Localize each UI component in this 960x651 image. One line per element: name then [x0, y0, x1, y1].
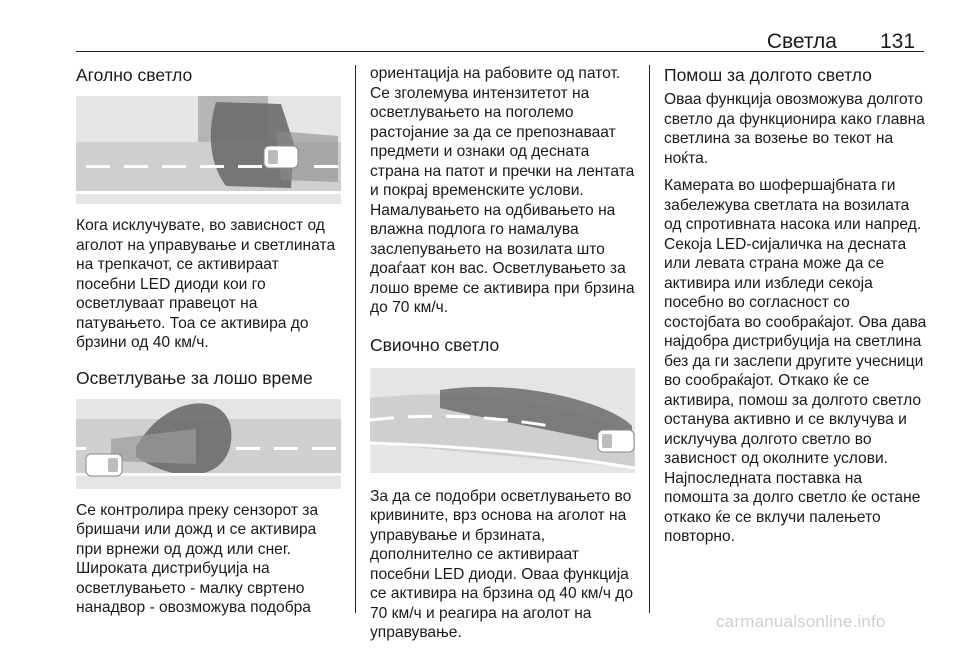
- figure-bad-weather-light: [76, 399, 341, 489]
- paragraph-curve-light: За да се подобри осветлувањето во кривините, врз основа на аголот на управување и брзината, дополнително се активираат посебни LED диоди. Оваа функција се активира на брзина од 40 км/ч до 70 км/ч и реагира на аголот на управување.: [370, 487, 634, 641]
- column-divider-2: [649, 65, 650, 613]
- heading-bad-weather-light: Осветлување за лошо време: [76, 367, 313, 388]
- page-number: 131: [880, 30, 916, 53]
- paragraph-high-beam-intro: Оваа функција овозможува долгото светло да функционира како главна светлина за возење во текот на ноќта.: [664, 91, 925, 167]
- paragraph-high-beam-details: Камерата во шофершајбната ги забележува светлата на возилата од спротивната насока или напред. Секоја LED-сијаличка на десната или левата страна може да се активира или избледи секоја посебно во согласност со состојбата во сообраќајот. Ова дава најдобра дистрибуција на светлина без да ги заслепи другите учесници во сообраќајот. Откако ќе се активира, помош за долгото светло останува активно и се вклучува и исклучува долгото светло во зависност од околните услови. Најпоследната поставка на помошта за долго светло ќе остане откако ќе се вклучи палењето повторно.: [664, 177, 927, 545]
- column-3: [664, 64, 928, 555]
- figure-cornering-light: [76, 96, 341, 204]
- heading-cornering-light: Аголно светло: [76, 65, 193, 85]
- paragraph-bad-weather-light: Се контролира преку сензорот за бришачи или дожд и се активира при врнежи од дожд или снег. Широката дистрибуција на осветлувањето - малку свртено нанадвор - овозможува подобра: [76, 501, 319, 616]
- running-header-title: Светла: [766, 30, 837, 53]
- paragraph-cornering-light: Кога исклучувате, во зависност од аголот на управување и светлината на трепкачот, се активираат посебни LED диоди кои го осветлуваат правецот на патувањето. Тоа се активира до брзини од 40 км/ч.: [76, 217, 336, 351]
- heading-curve-light: Свиочно светло: [370, 334, 500, 355]
- paragraph-bad-weather-continued: ориентација на рабовите од патот. Се зголемува интензитетот на осветлувањето на поголемо растојание за да се препознаваат предмети и ознаки од десната страна на патот и пречки на лентата и покрај временските услови. Намалувањето на одбивањето на влажна подлога го намалува заслепувањето на возилата што доаѓаат кон вас. Осветлувањето за лошо време се активира при брзина до 70 км/ч.: [370, 65, 635, 316]
- column-divider-1: [355, 65, 356, 613]
- column-2: [370, 64, 635, 651]
- column-1: [76, 64, 341, 626]
- figure-curve-light: [370, 368, 635, 473]
- header-rule: [76, 51, 924, 52]
- watermark-text: carmanualsonline.info: [716, 612, 886, 631]
- heading-high-beam-assist: Помош за долгото светло: [664, 65, 872, 85]
